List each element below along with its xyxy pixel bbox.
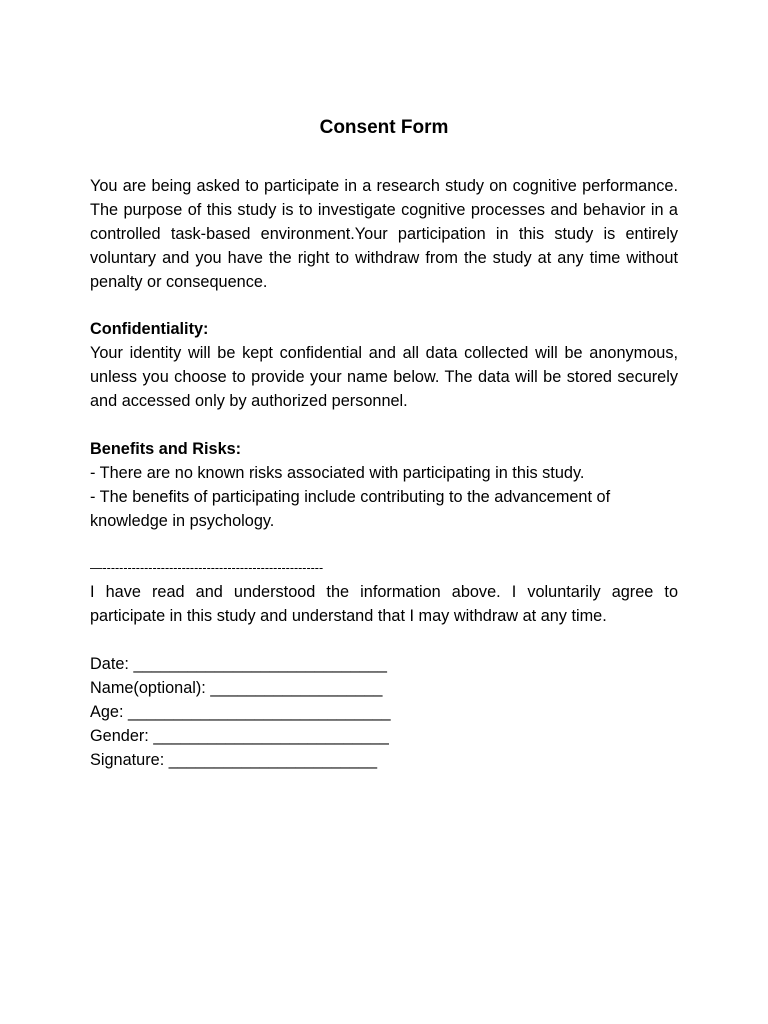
spacer — [90, 629, 678, 653]
intro-paragraph: You are being asked to participate in a research study on cognitive performance. The purpose of this study is to investigate cognitive processes and behavior in a controlled task-based environment.Your participation in this study is entirely voluntary and you have the right to withdraw from the study at any time without penalty or consequence. — [90, 177, 678, 291]
page-title: Consent Form — [319, 117, 449, 138]
signature-field: Signature: _______________________ — [90, 750, 378, 769]
benefits-risks-item-1: - There are no known risks associated with participating in this study. — [90, 463, 585, 482]
name-field: Name(optional): ___________________ — [90, 678, 383, 697]
separator-line: —----------------------------------------------------- — [90, 561, 324, 576]
gender-field: Gender: __________________________ — [90, 726, 389, 745]
spacer — [90, 414, 678, 438]
age-field: Age: _____________________________ — [90, 702, 391, 721]
document-body — [90, 175, 678, 773]
benefits-risks-heading: Benefits and Risks: — [90, 439, 242, 458]
confidentiality-heading: Confidentiality: — [90, 320, 209, 339]
confidentiality-paragraph: Your identity will be kept confidential and all data collected will be anonymous, unless you choose to provide your name below. The data will be stored securely and accessed only by authorized personnel. — [90, 344, 678, 411]
spacer — [90, 534, 678, 558]
benefits-risks-item-2: - The benefits of participating include contributing to the advancement of knowledge in psychology. — [90, 487, 611, 530]
spacer — [90, 295, 678, 319]
agreement-paragraph: I have read and understood the information above. I voluntarily agree to participate in this study and understand that I may withdraw at any time. — [90, 583, 678, 626]
date-field: Date: ____________________________ — [90, 655, 387, 674]
